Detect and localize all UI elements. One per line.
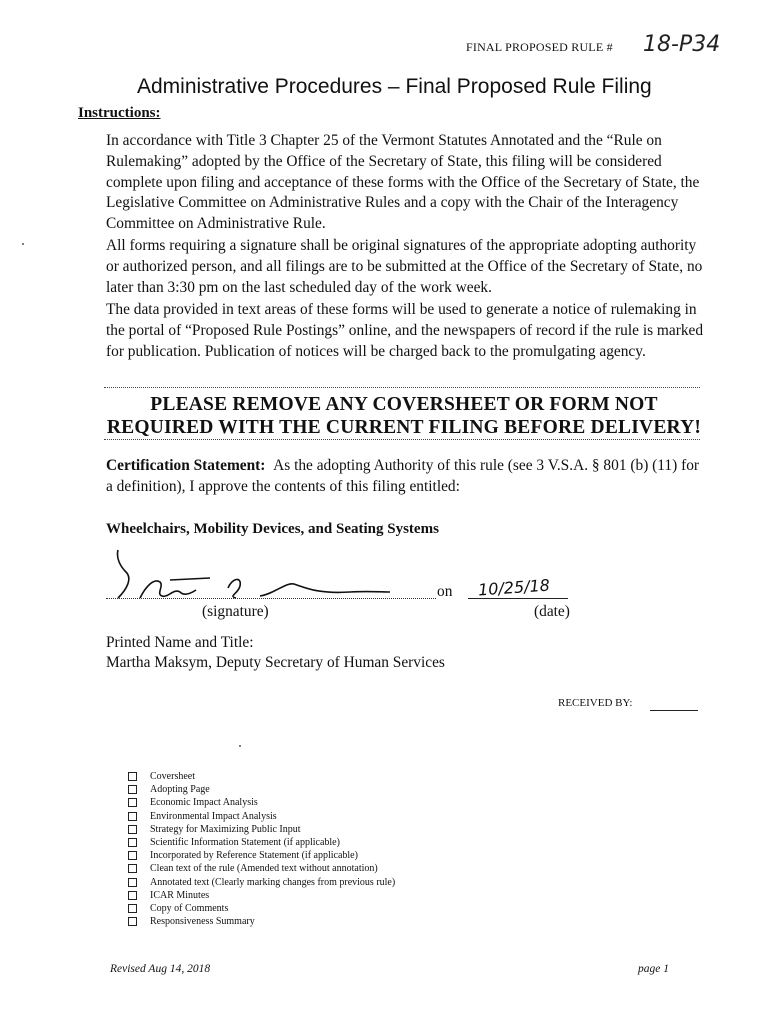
date-caption: (date) — [534, 603, 570, 620]
checkbox[interactable] — [128, 785, 137, 794]
checklist-item[interactable] — [128, 902, 395, 915]
checkbox[interactable] — [128, 878, 137, 887]
checkbox[interactable] — [128, 851, 137, 860]
revised-date: Revised Aug 14, 2018 — [110, 963, 211, 975]
checklist-item-label: Strategy for Maximizing Public Input — [150, 823, 301, 835]
checkbox[interactable] — [128, 825, 137, 834]
checklist-item-label: Environmental Impact Analysis — [150, 810, 277, 822]
checklist-item-label: Scientific Information Statement (if applicable) — [150, 836, 340, 848]
checklist-item[interactable] — [128, 889, 395, 902]
on-label: on — [437, 583, 453, 600]
received-by-label: RECEIVED BY: — [558, 697, 633, 709]
checklist-item-label: Clean text of the rule (Amended text without annotation) — [150, 863, 378, 875]
dotted-divider-top — [104, 387, 700, 388]
certification-statement — [106, 455, 706, 497]
instructions-paragraph-1: In accordance with Title 3 Chapter 25 of the Vermont Statutes Annotated and the “Rule on Rulemaking” adopted by the Office of the Secretary of State, this filing will be considered complete upon filing and acceptance of these forms with the Office of the Secretary of State, the Legislative Committee on Administrative Rules and a copy with the Chair of the Interagency Committee on Administrative Rule. — [106, 132, 700, 233]
printed-name-value: Martha Maksym, Deputy Secretary of Human Services — [106, 654, 445, 671]
checklist-item[interactable] — [128, 849, 395, 862]
checklist-item[interactable] — [128, 836, 395, 849]
checklist-item[interactable] — [128, 823, 395, 836]
rule-title: Wheelchairs, Mobility Devices, and Seating Systems — [106, 521, 439, 537]
checklist-item[interactable] — [128, 770, 395, 783]
printed-name-label: Printed Name and Title: — [106, 634, 254, 651]
checkbox[interactable] — [128, 838, 137, 847]
checklist-item-label: Economic Impact Analysis — [150, 797, 258, 809]
checklist-item[interactable] — [128, 783, 395, 796]
rule-number-handwritten: 18-P34 — [643, 32, 721, 57]
checkbox[interactable] — [128, 864, 137, 873]
checklist-item-label: Coversheet — [150, 771, 195, 782]
checkbox[interactable] — [128, 904, 137, 913]
checklist-item[interactable] — [128, 915, 395, 928]
printed-name-block — [106, 633, 445, 673]
certification-label: Certification Statement: — [106, 457, 266, 474]
checklist-item[interactable] — [128, 876, 395, 889]
checklist-item-label: Incorporated by Reference Statement (if applicable) — [150, 850, 358, 862]
banner-line-2: REQUIRED WITH THE CURRENT FILING BEFORE DELIVERY! — [106, 417, 702, 438]
instructions-paragraph-2: All forms requiring a signature shall be original signatures of the appropriate adopting authority or authorized person, and all filings are to be submitted at the Office of the Secretary of State, no later than 3:30 pm on the last scheduled day of the work week. — [106, 237, 703, 296]
rule-number-label: FINAL PROPOSED RULE # — [466, 40, 613, 54]
document-title: Administrative Procedures – Final Proposed Rule Filing — [137, 75, 652, 98]
page-number: page 1 — [638, 963, 669, 975]
checklist-item[interactable] — [128, 810, 395, 823]
received-by-line — [650, 710, 698, 711]
dotted-divider-bottom — [104, 439, 700, 440]
checklist-item-label: Adopting Page — [150, 784, 210, 796]
checkbox[interactable] — [128, 772, 137, 781]
checkbox[interactable] — [128, 917, 137, 926]
checklist-item-label: ICAR Minutes — [150, 889, 210, 901]
instructions-paragraph-3: The data provided in text areas of these forms will be used to generate a notice of rulemaking in the portal of “Proposed Rule Postings” online, and the newspapers of record if the rule is marked for publication. Publication of notices will be charged back to the promulgating agency. — [106, 301, 704, 360]
filing-checklist — [128, 770, 395, 928]
handwritten-signature — [110, 548, 400, 608]
checklist-item-label: Responsiveness Summary — [150, 916, 255, 928]
banner-line-1: PLEASE REMOVE ANY COVERSHEET OR FORM NOT — [150, 394, 658, 415]
certification-text: As the adopting Authority of this rule (see 3 V.S.A. § 801 (b) (11) for a definition), I approve the contents of this filing entitled: — [106, 457, 700, 495]
checkbox[interactable] — [128, 812, 137, 821]
instructions-heading: Instructions: — [78, 105, 161, 121]
signature-line — [106, 598, 436, 599]
checklist-item-label: Annotated text (Clearly marking changes from previous rule) — [150, 876, 396, 888]
checklist-item[interactable] — [128, 862, 395, 875]
checkbox[interactable] — [128, 798, 137, 807]
handwritten-date: 10/25/18 — [477, 575, 551, 600]
checklist-item-label: Copy of Comments — [150, 902, 229, 914]
signature-caption: (signature) — [202, 603, 269, 620]
checklist-item[interactable] — [128, 796, 395, 809]
checkbox[interactable] — [128, 891, 137, 900]
scan-speck — [22, 243, 24, 245]
scan-speck — [239, 745, 241, 747]
